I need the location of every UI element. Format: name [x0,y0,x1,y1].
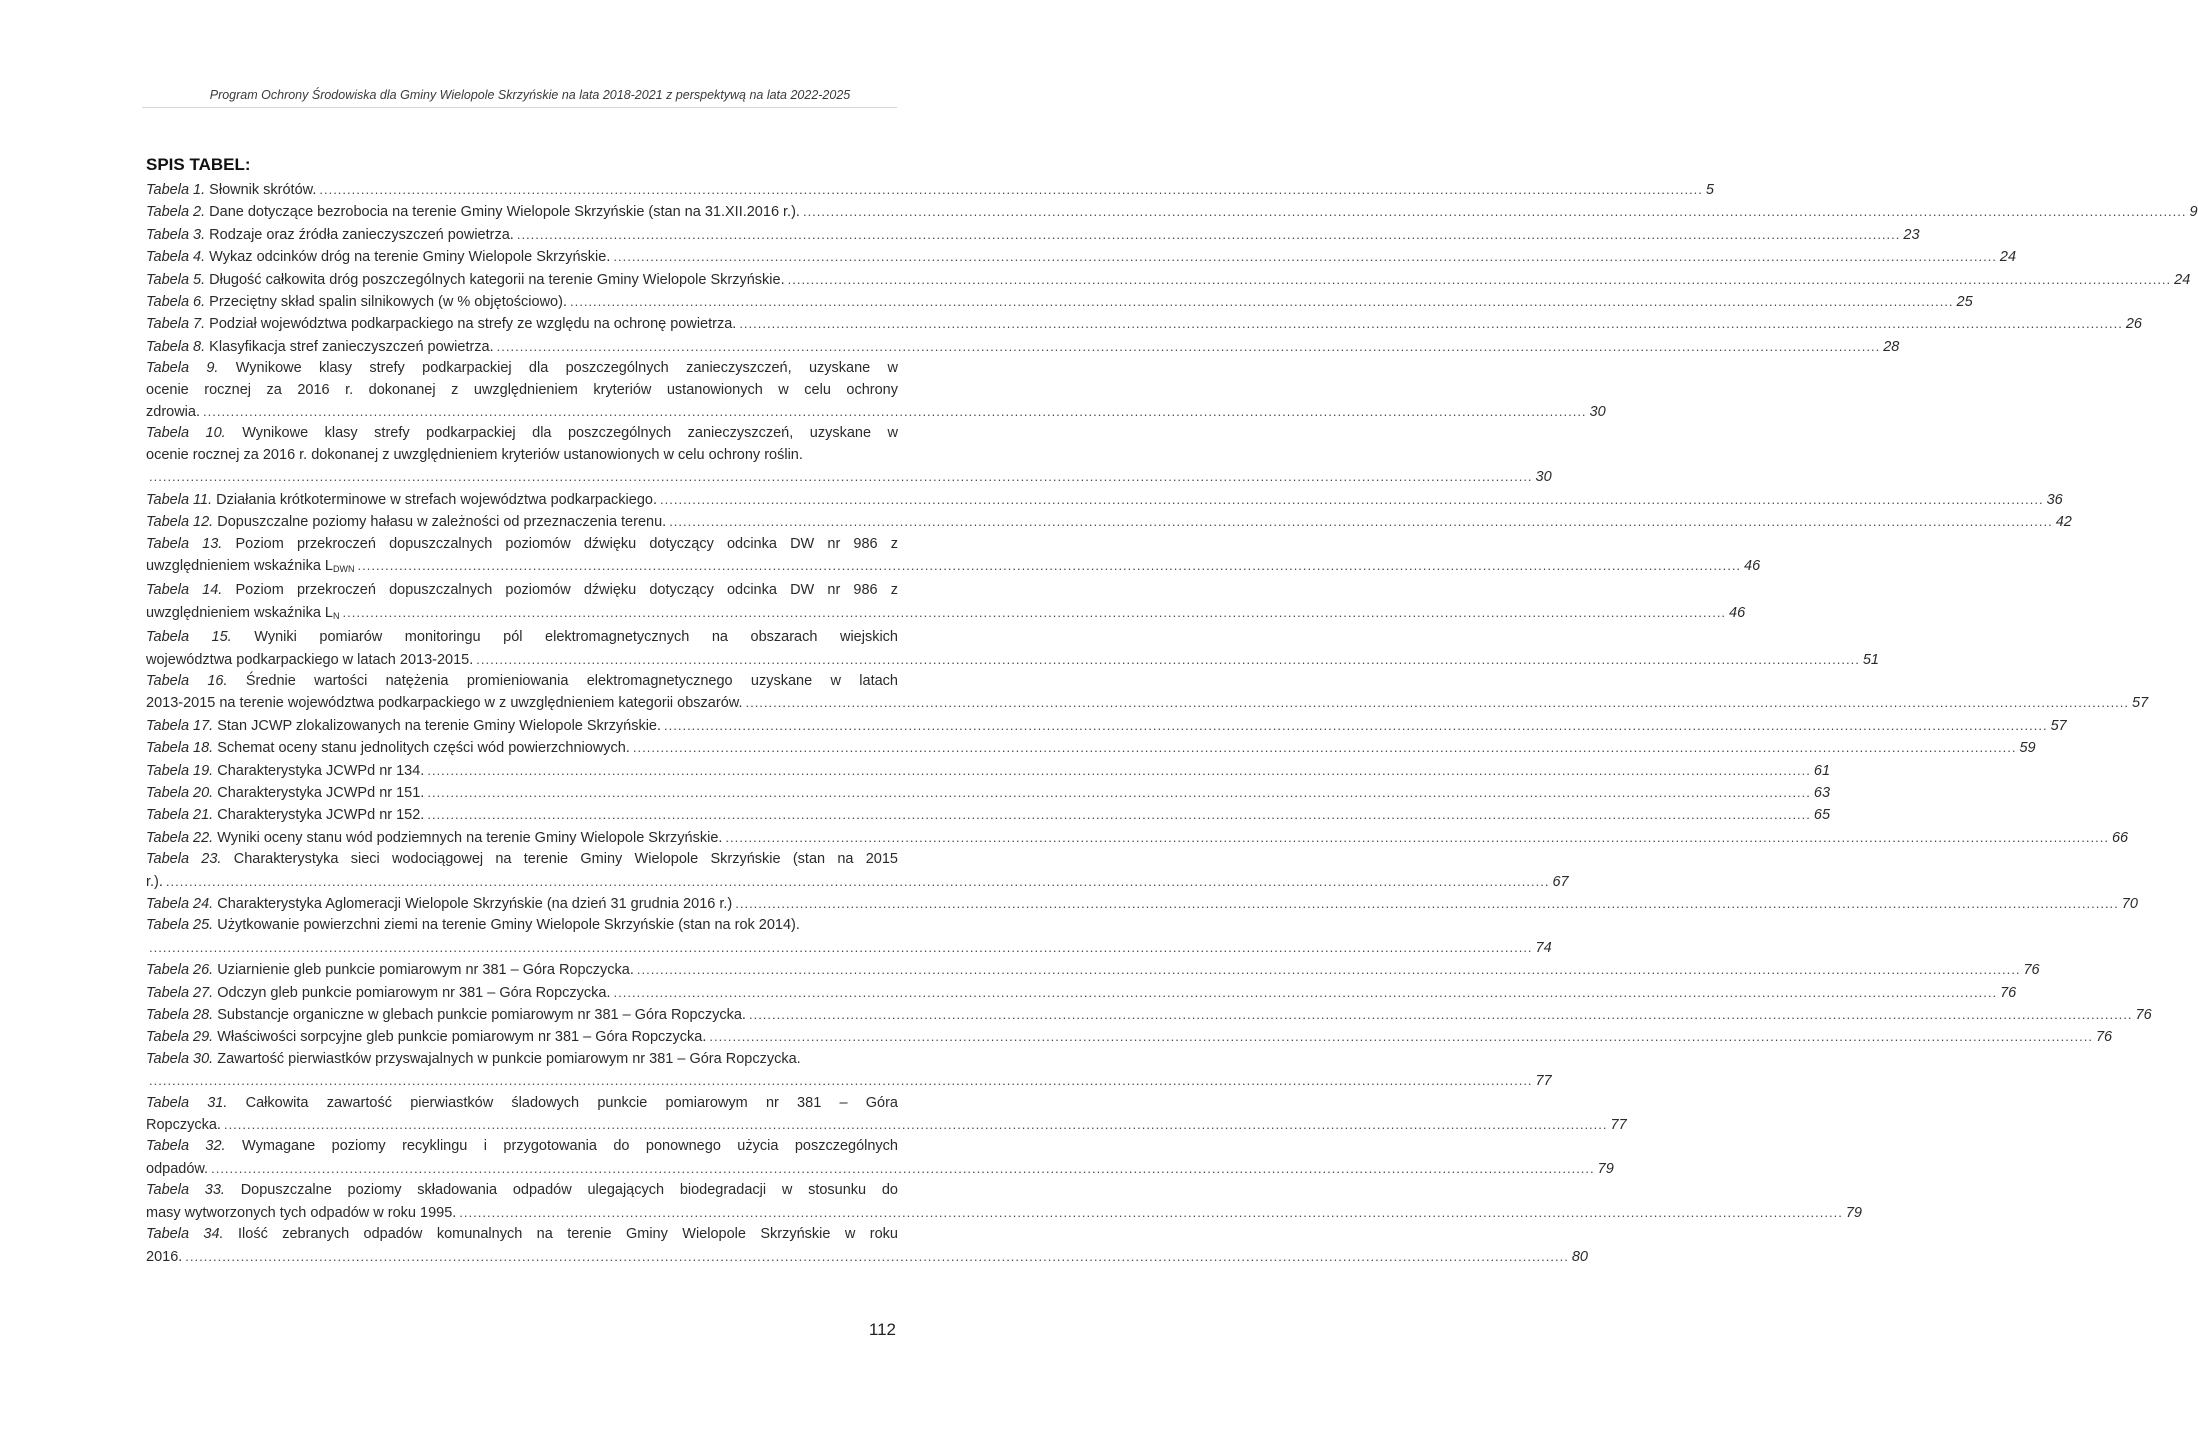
toc-entry-line [146,401,1606,423]
toc-entry-page: 70 [2121,896,2138,912]
toc-entry-line [146,627,898,648]
dot-leader [725,827,2109,848]
toc-entry-page: 76 [2135,1007,2152,1024]
toc-entry-line [146,580,898,601]
toc-entry-text [146,1027,706,1048]
toc-entry-page: 30 [1535,469,1552,486]
toc-entry-title: Wyniki oceny stanu wód podziemnych na terenie Gminy Wielopole Skrzyńskie. [217,829,723,846]
toc-entry-title: Rodzaje oraz źródła zanieczyszczeń powietrza. [209,226,514,243]
toc-entry-label: Tabela 6. [146,294,206,311]
toc-entry-line [146,423,898,444]
toc-entry-label: Tabela 7. [146,316,206,333]
toc-entry-line [146,1004,2152,1026]
header-divider [142,107,897,108]
toc-entry-label: Tabela 12. [146,514,214,531]
dot-leader [570,291,1954,312]
toc-entry-label: Tabela 18. [146,740,214,757]
toc-entry-page: 9 [2189,204,2198,221]
toc-entry-label: Tabela 28. [146,1007,214,1024]
toc-entry-title: Działania krótkoterminowe w strefach województwa podkarpackiego. [216,491,658,508]
dot-leader [149,466,1533,487]
dot-leader [745,692,2129,713]
toc-entry-page: 25 [1956,294,1973,311]
toc-entry-text [146,225,514,246]
toc-entry-title: Ilość zebranych odpadów komunalnych na terenie Gminy Wielopole Skrzyńskie w roku [238,1226,898,1243]
toc-entry-page: 80 [1571,1248,1588,1265]
toc-entry-page: 23 [1903,226,1920,243]
toc-entry-text [146,1159,208,1180]
dot-leader [149,937,1533,958]
toc-entry-title: Użytkowanie powierzchni ziemi na terenie Gminy Wielopole Skrzyńskie (stan na rok 2014). [217,917,800,934]
toc-entry-line [146,246,2017,268]
toc-entry-title: Charakterystyka JCWPd nr 152. [217,807,425,824]
toc-entry[interactable] [146,737,2036,759]
toc-entry-title: ocenie rocznej za 2016 r. dokonanej z uwzględnieniem kryteriów ustanowionych w celu ochrony roślin. [146,446,803,463]
toc-entry-label: Tabela 5. [146,271,206,288]
toc-entry-label: Tabela 22. [146,829,214,846]
toc-entry-line [146,1202,1862,1224]
toc-entry-title: Klasyfikacja stref zanieczyszczeń powietrza. [209,338,494,355]
toc-entry-line [146,782,1831,804]
toc-entry-label: Tabela 21. [146,807,214,824]
toc-entry[interactable] [146,358,1606,423]
dot-leader [319,179,1703,200]
toc-entry-title: Substancje organiczne w glebach punkcie pomiarowym nr 381 – Góra Ropczycka. [217,1007,746,1024]
toc-entry[interactable] [146,627,1879,671]
dot-leader [664,715,2048,736]
toc-entry[interactable] [146,804,1831,826]
toc-entry[interactable] [146,827,2129,849]
dot-leader [613,246,1997,267]
toc-entry-line [146,291,1973,313]
dot-leader [735,893,2119,914]
toc-entry-label: Tabela 32. [146,1138,226,1155]
toc-entry[interactable] [146,179,1714,201]
toc-entry-page: 59 [2019,740,2036,757]
toc-entry-label: Tabela 8. [146,338,206,355]
toc-entry-text [146,805,424,826]
toc-entry[interactable] [146,580,1746,627]
toc-entry[interactable] [146,291,1973,313]
toc-entry[interactable] [146,313,2142,335]
toc-entry-line [146,671,898,692]
toc-entry-line [146,760,1831,782]
toc-entry-title: uwzględnieniem wskaźnika L [146,557,333,574]
toc-entry-title: r.). [146,873,163,890]
toc-entry-page: 79 [1845,1204,1862,1221]
toc-entry-text [146,556,355,580]
toc-entry[interactable] [146,1026,2113,1048]
toc-entry-title: Średnie wartości natężenia promieniowania elektromagnetycznego uzyskane w latach [245,672,898,689]
toc-entry-line [146,1070,1552,1092]
toc-entry-title: Dopuszczalne poziomy hałasu w zależności od przeznaczenia terenu. [217,514,667,531]
toc-title: SPIS TABEL: [146,155,251,174]
toc-entry-line [146,358,898,379]
toc-entry-text [146,1115,221,1136]
dot-leader [709,1026,2093,1047]
toc-entry-text [146,738,630,759]
toc-entry-page: 63 [1813,784,1831,801]
toc-entry-line [146,489,2063,511]
toc-entry-label: Tabela 11. [146,491,213,508]
toc-entry-title: odpadów. [146,1160,209,1177]
toc-entry[interactable] [146,201,2198,223]
toc-entry[interactable] [146,489,2063,511]
toc-entry-label: Tabela 19. [146,762,214,779]
dot-leader [637,959,2021,980]
toc-entry-title: Przeciętny skład spalin silnikowych (w % objętościowo). [209,294,567,311]
toc-entry-page: 36 [2046,491,2063,508]
toc-entry-line [146,959,2040,981]
dot-leader [211,1158,1595,1179]
toc-entry-page: 66 [2111,829,2129,846]
toc-entry-subscript: N [333,610,340,621]
toc-entry-title: Wyniki pomiarów monitoringu pól elektromagnetycznych na obszarach wiejskich [254,629,898,646]
toc-entry-text [146,180,316,201]
dot-leader [358,555,1742,576]
toc-entry-line [146,915,898,936]
toc-entry[interactable] [146,849,1569,893]
toc-entry-title: Stan JCWP zlokalizowanych na terenie Gminy Wielopole Skrzyńskie. [217,717,662,734]
dot-leader [669,511,2053,532]
toc-entry-text [146,337,494,358]
toc-entry-text [146,693,742,714]
toc-entry-page: 57 [2132,695,2149,712]
toc-entry-page: 26 [2125,316,2142,333]
toc-entry-title: Schemat oceny stanu jednolitych części wód powierzchniowych. [217,740,630,757]
toc-entry[interactable] [146,423,1552,488]
toc-entry-label: Tabela 2. [146,204,206,221]
toc-entry-page: 67 [1552,873,1569,890]
dot-leader [476,649,1860,670]
toc-entry-title: Wynikowe klasy strefy podkarpackiej dla poszczególnych zanieczyszczeń, uzyskane w [242,425,898,442]
toc-entry-line [146,849,898,870]
toc-entry-line [146,937,1552,959]
dot-leader [343,602,1727,623]
toc-entry-label: Tabela 9. [146,360,219,377]
dot-leader [497,336,1881,357]
toc-entry-line [146,380,898,401]
dot-leader [427,760,1811,781]
toc-entry-line [146,827,2129,849]
toc-entry-line [146,1246,1588,1268]
dot-leader [614,982,1998,1003]
toc-entry-line [146,602,1746,627]
toc-entry-title: Właściwości sorpcyjne gleb punkcie pomiarowym nr 381 – Góra Ropczycka. [217,1029,707,1046]
dot-leader [149,1070,1533,1091]
toc-entry-title: Słownik skrótów. [209,182,317,198]
toc-entry-text [146,270,785,291]
toc-entry-label: Tabela 10. [146,425,226,442]
toc-entry[interactable] [146,915,1552,959]
toc-entry-text [146,1203,456,1224]
toc-entry-page: 28 [1883,338,1900,355]
table-of-tables [146,154,2198,1268]
toc-entry-text [146,716,661,737]
toc-entry-text [146,983,611,1004]
toc-entry-page: 24 [1999,249,2017,266]
toc-list [146,179,2198,1268]
toc-entry-text [146,247,610,268]
toc-entry-label: Tabela 14. [146,582,223,599]
toc-entry-label: Tabela 34. [146,1226,224,1243]
toc-entry-label: Tabela 26. [146,962,214,979]
toc-entry-label: Tabela 25. [146,917,214,934]
toc-entry-text [146,1247,182,1268]
toc-entry-text [146,894,732,915]
toc-entry-text [146,292,567,313]
toc-entry[interactable] [146,1004,2152,1026]
toc-entry-text [146,960,634,981]
dot-leader [185,1246,1569,1267]
dot-leader [633,737,2017,758]
dot-leader [660,489,2044,510]
toc-entry-page: 5 [1705,182,1714,198]
toc-entry-title: Wynikowe klasy strefy podkarpackiej dla poszczególnych zanieczyszczeń, uzyskane w [235,360,898,377]
toc-entry-text [146,512,666,533]
toc-entry-title: Poziom przekroczeń dopuszczalnych poziomów dźwięku dotyczący odcinka DW nr 986 z [235,582,899,599]
toc-entry-title: uwzględnieniem wskaźnika L [146,604,333,621]
toc-entry[interactable] [146,1180,1862,1224]
toc-entry-text [146,650,473,671]
toc-entry[interactable] [146,782,1831,804]
toc-entry-title: Charakterystyka JCWPd nr 151. [217,784,425,801]
toc-entry-line [146,649,1879,671]
toc-entry[interactable] [146,760,1831,782]
toc-entry-title: województwa podkarpackiego w latach 2013-2015. [146,651,474,668]
toc-entry[interactable] [146,246,2017,268]
dot-leader [203,401,1587,422]
toc-entry-label: Tabela 15. [146,629,232,646]
toc-entry-line [146,893,2138,915]
toc-entry-label: Tabela 20. [146,784,214,801]
toc-entry[interactable] [146,1136,1614,1180]
toc-entry-title: Charakterystyka JCWPd nr 134. [217,762,425,779]
toc-entry-page: 76 [2023,962,2040,979]
toc-entry-title: Całkowita zawartość pierwiastków śladowych punkcie pomiarowym nr 381 – Góra [245,1094,898,1111]
dot-leader [517,224,1901,245]
toc-entry-title: Długość całkowita dróg poszczególnych kategorii na terenie Gminy Wielopole Skrzyńskie. [209,271,785,288]
toc-entry-title: 2013-2015 na terenie województwa podkarpackiego w z uwzględnieniem kategorii obszarów. [146,695,743,712]
toc-entry-page: 57 [2050,717,2067,734]
dot-leader [166,871,1550,892]
toc-entry[interactable] [146,1049,1552,1093]
toc-entry-label: Tabela 27. [146,984,214,1001]
toc-entry-text [146,314,736,335]
toc-entry-text [146,783,424,804]
toc-entry-title: Wymagane poziomy recyklingu i przygotowania do ponownego użycia poszczególnych [242,1138,898,1155]
toc-entry-label: Tabela 16. [146,672,228,689]
toc-entry-line [146,269,2191,291]
toc-entry-line [146,1224,898,1245]
toc-entry-line [146,1136,898,1157]
toc-entry-line [146,555,1761,580]
toc-entry-page: 24 [2174,271,2191,288]
toc-entry-line [146,737,2036,759]
toc-entry-line [146,466,1552,488]
toc-entry-page: 42 [2055,514,2072,531]
toc-entry-line [146,511,2072,533]
toc-entry[interactable] [146,671,2149,715]
toc-entry-text [146,828,722,849]
dot-leader [749,1004,2133,1025]
toc-entry[interactable] [146,893,2138,915]
toc-entry-label: Tabela 3. [146,226,206,243]
dot-leader [427,804,1811,825]
toc-entry-label: Tabela 13. [146,535,223,552]
toc-entry-title: Ropczycka. [146,1117,221,1134]
page-number: 112 [868,1320,896,1339]
toc-entry-page: 46 [1744,557,1761,574]
toc-entry-label: Tabela 30. [146,1050,214,1067]
toc-entry[interactable] [146,336,1900,358]
toc-entry[interactable] [146,269,2191,291]
toc-entry-title: Charakterystyka sieci wodociągowej na terenie Gminy Wielopole Skrzyńskie (stan na 2015 [233,851,898,868]
toc-entry-page: 79 [1597,1160,1614,1177]
toc-entry-page: 30 [1589,404,1606,421]
toc-entry-line [146,1026,2113,1048]
toc-entry-page: 61 [1813,762,1831,779]
toc-entry-title: Podział województwa podkarpackiego na strefy ze względu na ochronę powietrza. [209,316,737,333]
toc-entry-line [146,336,1900,358]
toc-entry-line [146,1158,1614,1180]
toc-entry-text [146,761,424,782]
toc-entry-label: Tabela 4. [146,249,206,266]
toc-entry[interactable] [146,715,2067,737]
toc-entry[interactable] [146,959,2040,981]
toc-entry[interactable] [146,982,2017,1004]
toc-entry-line [146,715,2067,737]
toc-entry[interactable] [146,534,1761,581]
toc-entry-line [146,1180,898,1201]
toc-entry-page: 51 [1862,651,1879,668]
toc-entry-title: 2016. [146,1248,183,1265]
toc-entry-line [146,871,1569,893]
toc-entry-line [146,982,2017,1004]
toc-entry-page: 76 [2000,984,2017,1001]
toc-entry[interactable] [146,1093,1627,1137]
toc-entry-line [146,692,2149,714]
toc-entry-title: Wykaz odcinków dróg na terenie Gminy Wielopole Skrzyńskie. [209,249,611,266]
toc-entry-line [146,804,1831,826]
toc-entry-text [146,1005,746,1026]
dot-leader [459,1202,1843,1223]
toc-entry[interactable] [146,224,1920,246]
toc-entry-title: zdrowia. [146,404,200,421]
toc-entry-title: Dane dotyczące bezrobocia na terenie Gminy Wielopole Skrzyńskie (stan na 31.XII.2016 r.). [209,204,800,221]
toc-entry-page: 46 [1729,604,1746,621]
toc-entry-line [146,313,2142,335]
toc-entry-text [146,603,340,627]
dot-leader [427,782,1811,803]
toc-entry-label: Tabela 31. [146,1094,228,1111]
toc-entry-label: Tabela 17. [146,717,214,734]
toc-entry-text [146,490,657,511]
toc-entry-title: Odczyn gleb punkcie pomiarowym nr 381 – Góra Ropczycka. [217,984,611,1001]
toc-entry[interactable] [146,1224,1588,1268]
toc-entry-line [146,534,898,555]
toc-entry-text [146,202,800,223]
toc-entry-label: Tabela 33. [146,1182,225,1199]
toc-entry-title: Dopuszczalne poziomy składowania odpadów ulegających biodegradacji w stosunku do [240,1182,898,1199]
toc-entry-page: 77 [1535,1073,1552,1090]
dot-leader [739,313,2123,334]
toc-entry-label: Tabela 23. [146,851,222,868]
toc-entry-subscript: DWN [333,563,355,574]
toc-entry-line [146,1114,1627,1136]
toc-entry-label: Tabela 29. [146,1029,214,1046]
dot-leader [788,269,2172,290]
toc-entry-line [146,445,898,466]
toc-entry-page: 77 [1610,1117,1627,1134]
toc-entry-page: 76 [2095,1029,2113,1046]
toc-entry-title: ocenie rocznej za 2016 r. dokonanej z uwzględnieniem kryteriów ustanowionych w celu ochrony [146,381,898,398]
toc-entry-line [146,1049,898,1070]
dot-leader [224,1114,1608,1135]
toc-entry-label: Tabela 24. [146,896,214,912]
toc-entry-line [146,179,1714,201]
toc-entry-title: masy wytworzonych tych odpadów w roku 1995. [146,1204,457,1221]
toc-entry-text [146,872,163,893]
toc-entry-line [146,1093,898,1114]
toc-entry[interactable] [146,511,2072,533]
running-header: Program Ochrony Środowiska dla Gminy Wielopole Skrzyńskie na lata 2018-2021 z perspektywą na lata 2022-2025 [209,88,851,102]
toc-entry-line [146,224,1920,246]
toc-entry-label: Tabela 1. [146,182,206,198]
toc-entry-text [146,402,200,423]
toc-entry-page: 74 [1535,939,1552,956]
toc-entry-title: Uziarnienie gleb punkcie pomiarowym nr 381 – Góra Ropczycka. [217,962,634,979]
toc-entry-title: Charakterystyka Aglomeracji Wielopole Skrzyńskie (na dzień 31 grudnia 2016 r.) [217,896,733,912]
toc-entry-line [146,201,2198,223]
dot-leader [803,201,2187,222]
toc-entry-title: Poziom przekroczeń dopuszczalnych poziomów dźwięku dotyczący odcinka DW nr 986 z [235,535,899,552]
toc-entry-page: 65 [1813,807,1831,824]
toc-entry-title: Zawartość pierwiastków przyswajalnych w punkcie pomiarowym nr 381 – Góra Ropczycka. [217,1050,801,1067]
